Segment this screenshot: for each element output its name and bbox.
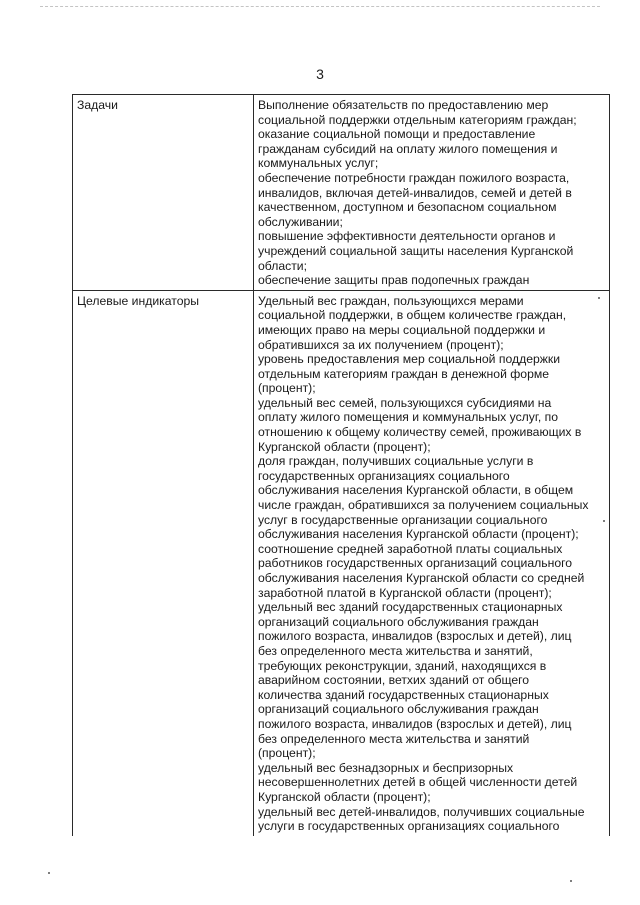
text-line: обслуживания населения Курганской области (процент);	[258, 527, 579, 542]
text-line: обслуживании;	[258, 214, 343, 229]
row-value-tasks	[254, 95, 610, 291]
scan-artifact-line	[40, 6, 600, 9]
text-line: оплату жилого помещения и коммунальных услуг, по	[258, 410, 558, 425]
text-line: Курганской области (процент);	[258, 789, 431, 804]
text-line: соотношение средней заработной платы социальных	[258, 541, 563, 556]
text-line: требующих реконструкции, зданий, находящихся в	[258, 658, 547, 673]
text-line: отношению к общему количеству семей, проживающих в	[258, 425, 582, 440]
text-line: удельный вес семей, пользующихся субсидиями на	[258, 395, 552, 410]
text-line: обратившихся за их получением (процент);	[258, 337, 504, 352]
text-line: оказание социальной помощи и предоставление	[258, 127, 536, 142]
text-line: уровень предоставления мер социальной поддержки	[258, 352, 561, 367]
program-passport-table	[72, 94, 610, 836]
text-line: обслуживания населения Курганской области со средней	[258, 571, 585, 585]
text-line: учреждений социальной защиты населения Курганской	[258, 243, 574, 258]
page-number: 3	[316, 66, 324, 82]
text-line: Удельный вес граждан, пользующихся мерами	[258, 293, 524, 308]
text-line: пожилого возраста, инвалидов (взрослых и детей), лиц	[258, 629, 572, 644]
text-line: удельный вес безнадзорных и беспризорных	[258, 760, 514, 775]
text-line: гражданам субсидий на оплату жилого помещения и	[258, 141, 558, 156]
text-line: организаций социального обслуживания граждан	[258, 702, 539, 717]
scan-speck	[603, 520, 605, 522]
row-value-target-indicators	[254, 290, 610, 835]
text-line: обеспечение защиты прав подопечных граждан	[258, 273, 530, 288]
text-line: социальной поддержки, в общем количестве граждан,	[258, 308, 567, 323]
row-label-tasks: Задачи	[73, 95, 254, 291]
text-line: без определенного места жительства и занятий	[258, 731, 530, 746]
text-line: организаций социального обслуживания граждан	[258, 614, 539, 629]
scan-speck	[598, 297, 600, 299]
text-line: качественном, доступном и безопасном социальном	[258, 200, 557, 215]
text-line: пожилого возраста, инвалидов (взрослых и детей), лиц	[258, 716, 572, 731]
text-line: аварийном состоянии, ветхих зданий от общего	[258, 673, 530, 688]
text-line: области;	[258, 258, 307, 273]
text-line: имеющих право на меры социальной поддержки и	[258, 322, 546, 337]
text-line: инвалидов, включая детей-инвалидов, семей и детей в	[258, 185, 572, 200]
text-line: обеспечение потребности граждан пожилого возраста,	[258, 170, 570, 185]
text-line: без определенного места жительства и занятий,	[258, 643, 533, 658]
table-row-tasks	[73, 95, 610, 291]
row-label-target-indicators: Целевые индикаторы	[73, 290, 254, 835]
text-line: социальной поддержки отдельным категориям граждан;	[258, 112, 577, 127]
text-line: отдельным категориям граждан в денежной форме	[258, 366, 550, 381]
text-line: обслуживания населения Курганской области, в общем	[258, 483, 574, 498]
text-line: услуги в государственных организациях социального	[258, 819, 560, 834]
text-line: услуг в государственные организации социального	[258, 512, 548, 527]
table-row-target-indicators	[73, 290, 610, 835]
scan-speck	[48, 872, 50, 874]
text-line: государственных организациях социального	[258, 468, 510, 483]
text-line: количества зданий государственных стационарных	[258, 687, 549, 702]
scan-speck	[570, 880, 572, 882]
text-line: (процент);	[258, 746, 316, 761]
text-line: удельный вес детей-инвалидов, получивших социальные	[258, 804, 585, 819]
text-line: удельный вес зданий государственных стационарных	[258, 600, 563, 615]
text-line: работников государственных организаций социального	[258, 556, 573, 571]
text-line: несовершеннолетних детей в общей численности детей	[258, 775, 578, 790]
text-line: заработной платой в Курганской области (процент);	[258, 585, 552, 600]
text-line: (процент);	[258, 381, 316, 396]
text-line: повышение эффективности деятельности органов и	[258, 229, 556, 244]
text-line: Курганской области (процент);	[258, 439, 431, 454]
text-line: доля граждан, получивших социальные услуги в	[258, 454, 534, 469]
text-line: числе граждан, обратившихся за получением социальных	[258, 498, 589, 513]
text-line: коммунальных услуг;	[258, 156, 379, 171]
text-line: Выполнение обязательств по предоставлению мер	[258, 98, 549, 112]
